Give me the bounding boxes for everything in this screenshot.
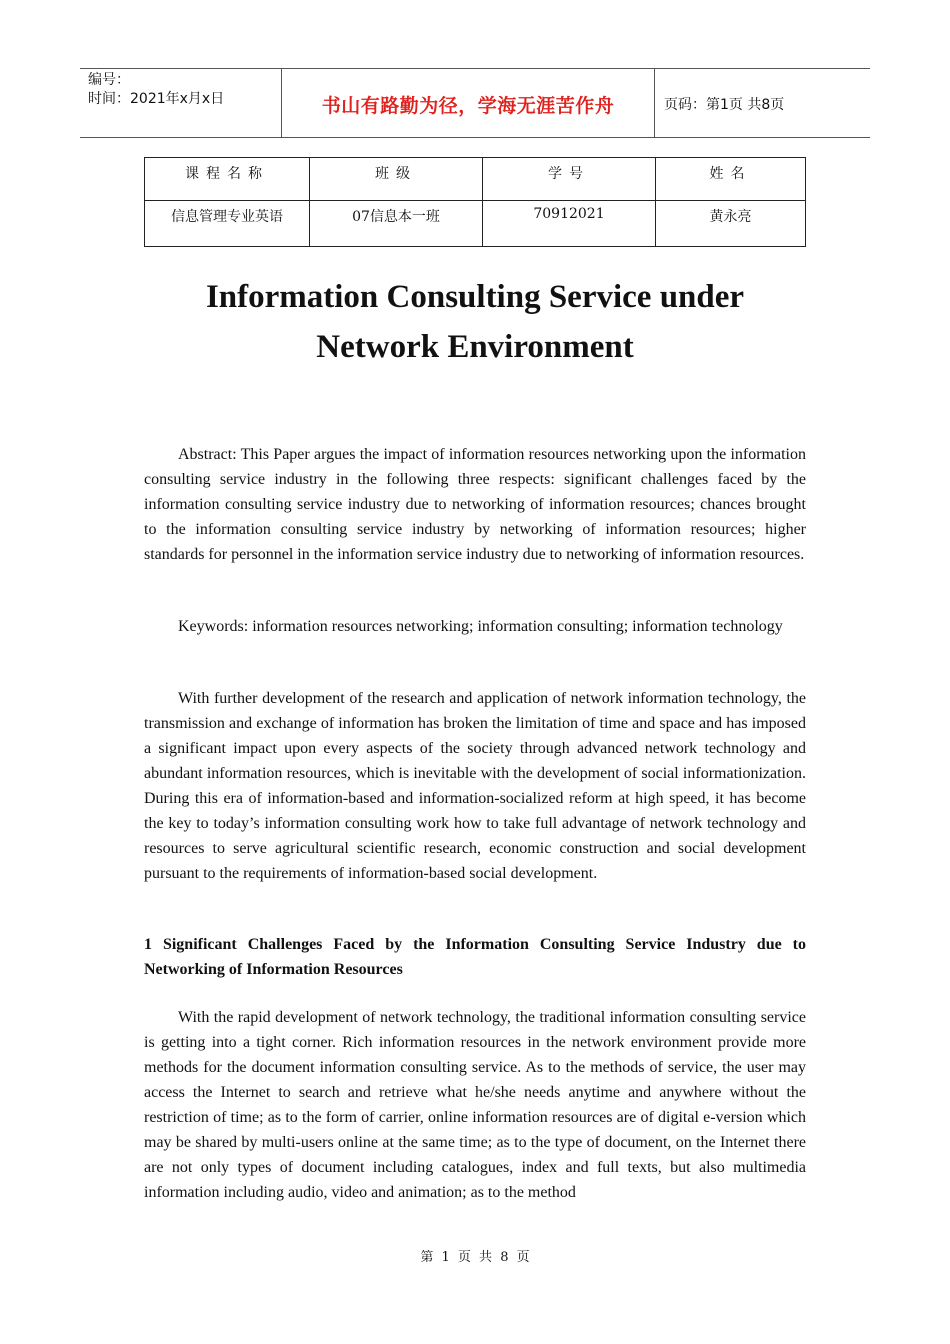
keywords-paragraph: Keywords: information resources networking; information consulting; information technology	[178, 618, 783, 635]
title-line-1: Information Consulting Service under	[205, 279, 745, 315]
section-1-heading-block	[144, 932, 806, 982]
name-value: 黄永亮	[656, 201, 806, 247]
header-motto: 书山有路勤为径，学海无涯苦作舟	[321, 95, 615, 117]
page-footer: 第 1 页 共 8 页	[420, 1250, 530, 1265]
title-line-2: Network Environment	[316, 329, 634, 365]
student-id-value: 70912021	[483, 201, 656, 247]
keywords-block	[144, 614, 806, 639]
section-1-heading: 1 Significant Challenges Faced by the Information Consulting Service Industry due to Networking of Information Resources	[144, 936, 806, 978]
header-page-info: 页码：第1页 共8页	[664, 97, 785, 113]
header-meta	[88, 71, 278, 109]
abstract-paragraph: Abstract: This Paper argues the impact of information resources networking upon the information consulting service industry in the following three respects: significant challenges faced by the information consulting service industry due to networking of information resources; chances brought to the information consulting service industry by networking of information resources; higher standards for personnel in the information service industry due to networking of information resources.	[144, 446, 806, 563]
section-1-body	[144, 1005, 806, 1205]
intro-paragraph: With further development of the research and application of network information technology, the transmission and exchange of information has broken the limitation of time and space and has imposed a significant impact upon every aspects of the society through advanced network technology and abundant information resources, which is inevitable with the development of social informationization. During this era of information-based and information-socialized reform at high speed, it has become the key to today’s information consulting work how to take full advantage of network technology and resources to serve agricultural scientific research, economic construction and social development pursuant to the requirements of information-based social development.	[144, 690, 806, 882]
header-course-name: 课程名称	[145, 158, 310, 201]
header-divider	[654, 69, 655, 137]
course-name-value: 信息管理专业英语	[145, 201, 310, 247]
header-class: 班级	[310, 158, 483, 201]
page-header	[80, 68, 870, 138]
header-student-id: 学号	[483, 158, 656, 201]
section-1-paragraph: With the rapid development of network technology, the traditional information consulting service is getting into a tight corner. Rich information resources in the network environment provide more methods for the document information consulting service. As to the methods of service, the user may access the Internet to search and retrieve what he/she needs anytime and anywhere without the restriction of time; as to the form of carrier, online information resources are of digital e-version which may be shared by multi-users online at the same time; as to the type of document, on the Internet there are not only types of document including catalogues, index and full texts, but also multimedia information including audio, video and animation; as to the method	[144, 1009, 806, 1201]
table-header-row	[145, 158, 806, 201]
class-value: 07信息本一班	[310, 201, 483, 247]
abstract-block	[144, 442, 806, 567]
intro-block	[144, 686, 806, 886]
header-name: 姓名	[656, 158, 806, 201]
date-line: 时间：2021年x月x日	[88, 91, 225, 107]
course-info-table	[144, 157, 806, 247]
paper-title	[100, 272, 850, 372]
table-row	[145, 201, 806, 247]
serial-label: 编号：	[88, 72, 130, 88]
